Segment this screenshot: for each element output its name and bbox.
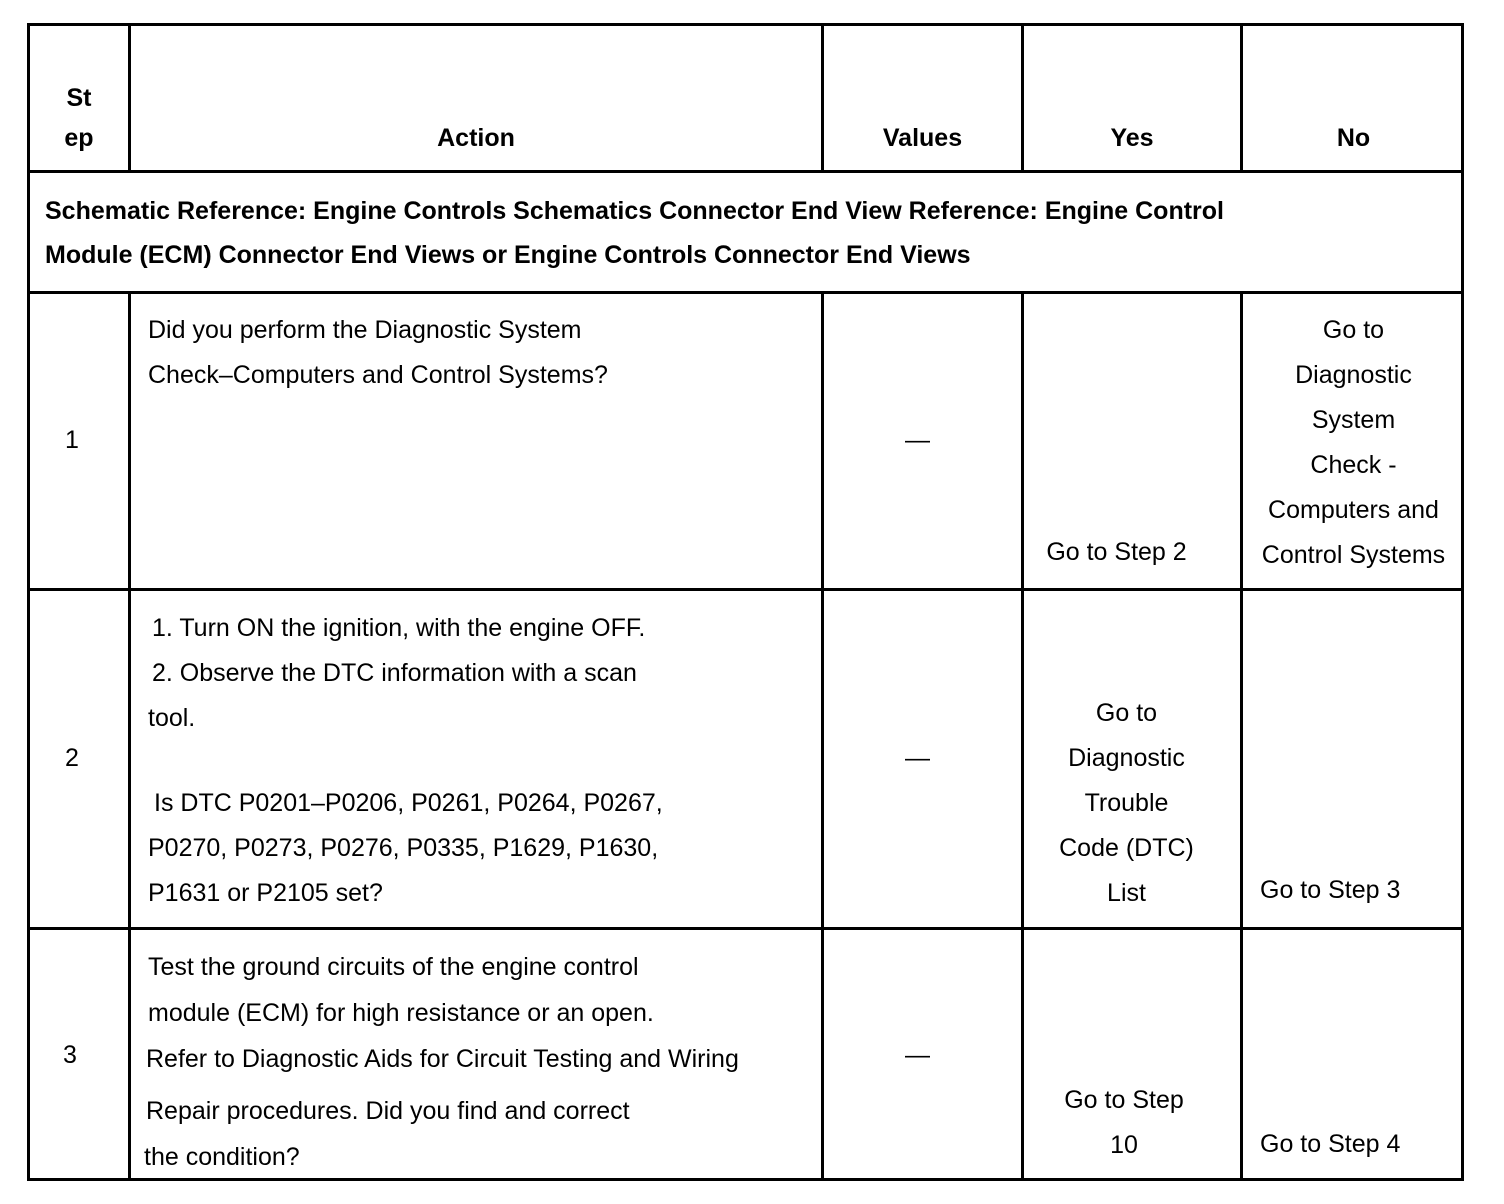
row3-yes-line: Go to Step bbox=[1064, 1086, 1184, 1114]
row2-yes-line: Trouble bbox=[1084, 789, 1169, 817]
row2-step: 2 bbox=[65, 744, 79, 772]
header-values: Values bbox=[882, 124, 963, 152]
row2-action-line: 2. Observe the DTC information with a scan bbox=[152, 659, 637, 687]
row1-action-line: Did you perform the Diagnostic System bbox=[148, 316, 582, 344]
row1-no-line: Go to bbox=[1322, 316, 1385, 344]
row1-yes: Go to Step 2 bbox=[1046, 538, 1187, 566]
reference-line1: Schematic Reference: Engine Controls Schematics Connector End View Reference: Engine Control bbox=[45, 197, 1224, 225]
row2-action-line: tool. bbox=[148, 704, 196, 732]
row2-no: Go to Step 3 bbox=[1260, 876, 1401, 904]
row2-yes-line: Diagnostic bbox=[1068, 744, 1185, 772]
row2-action-line: P1631 or P2105 set? bbox=[148, 879, 383, 907]
row3-action-line: module (ECM) for high resistance or an open. bbox=[148, 999, 654, 1027]
row2-action bbox=[148, 606, 808, 916]
row1-values: — bbox=[905, 426, 930, 454]
row1-action-line: Check–Computers and Control Systems? bbox=[148, 361, 608, 389]
row1-step: 1 bbox=[65, 426, 79, 454]
row2-action-spacer bbox=[148, 741, 808, 781]
row2-action-line: 1. Turn ON the ignition, with the engine OFF. bbox=[152, 614, 646, 642]
row2-values: — bbox=[905, 744, 930, 772]
row1-no-line: Diagnostic bbox=[1295, 361, 1412, 389]
row2-yes-line: List bbox=[1107, 879, 1146, 907]
row1-no bbox=[1243, 308, 1464, 578]
row3-values: — bbox=[905, 1041, 930, 1069]
header-yes: Yes bbox=[1110, 124, 1154, 152]
row2-yes-line: Go to bbox=[1095, 699, 1158, 727]
row2-yes bbox=[1024, 691, 1229, 916]
row3-yes-line: 10 bbox=[1110, 1131, 1138, 1159]
header-divider bbox=[30, 170, 1461, 173]
header-step bbox=[30, 78, 128, 158]
header-action: Action bbox=[437, 124, 515, 152]
row1-divider bbox=[30, 588, 1461, 591]
header-step-line2: ep bbox=[64, 124, 94, 152]
row2-action-line: Is DTC P0201–P0206, P0261, P0264, P0267, bbox=[154, 789, 663, 817]
col-divider-step-body bbox=[128, 291, 131, 1181]
row1-no-line: Check - bbox=[1310, 451, 1397, 479]
row1-no-line: Computers and bbox=[1268, 496, 1439, 524]
header-step-line1: St bbox=[66, 84, 92, 112]
header-no: No bbox=[1336, 124, 1371, 152]
row3-action-line: the condition? bbox=[144, 1143, 300, 1171]
row3-action-line: Repair procedures. Did you find and correct bbox=[146, 1097, 630, 1125]
reference-line2: Module (ECM) Connector End Views or Engine Controls Connector End Views bbox=[45, 241, 971, 269]
reference-divider bbox=[30, 291, 1461, 294]
row3-action-line: Test the ground circuits of the engine control bbox=[148, 953, 639, 981]
schematic-reference bbox=[45, 189, 1445, 277]
row3-step: 3 bbox=[63, 1041, 77, 1069]
row3-action bbox=[144, 944, 818, 1180]
row3-yes bbox=[1024, 1078, 1224, 1168]
row2-divider bbox=[30, 927, 1461, 930]
row2-action-line: P0270, P0273, P0276, P0335, P1629, P1630, bbox=[148, 834, 659, 862]
row2-yes-line: Code (DTC) bbox=[1059, 834, 1194, 862]
row1-action bbox=[148, 308, 808, 398]
row1-no-line: System bbox=[1311, 406, 1396, 434]
row1-no-line: Control Systems bbox=[1261, 541, 1446, 569]
row3-no: Go to Step 4 bbox=[1260, 1130, 1401, 1158]
row3-action-line: Refer to Diagnostic Aids for Circuit Testing and Wiring bbox=[146, 1045, 739, 1073]
diagnostic-table bbox=[27, 23, 1464, 1181]
